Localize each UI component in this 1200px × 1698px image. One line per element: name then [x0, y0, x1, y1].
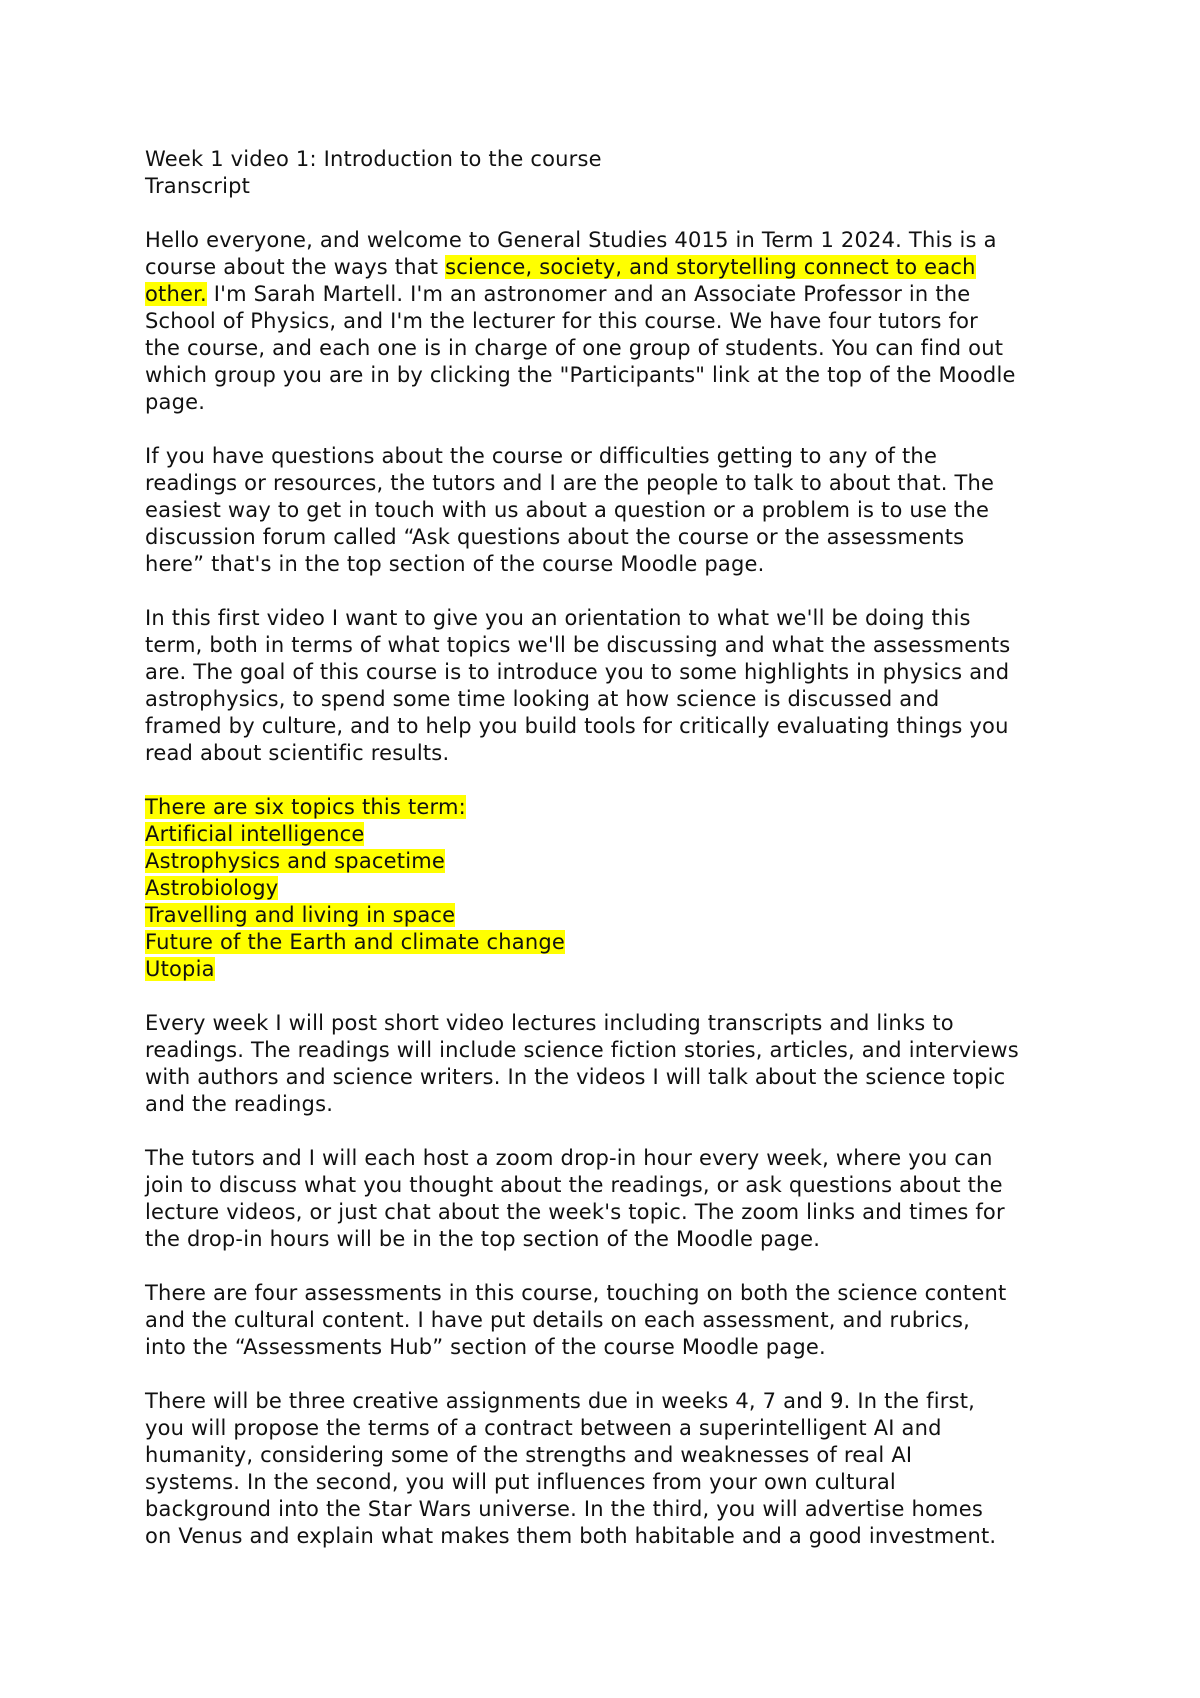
- paragraph-gap: [145, 767, 1085, 794]
- paragraph-creative-assignments: [145, 1388, 1085, 1550]
- topic-item: [145, 821, 1085, 848]
- text-line: the course, and each one is in charge of one group of students. You can find out: [145, 336, 1004, 360]
- text-line: you will propose the terms of a contract between a superintelligent AI and: [145, 1416, 942, 1440]
- text-line: There will be three creative assignments due in weeks 4, 7 and 9. In the first,: [145, 1389, 976, 1413]
- text-segment: I'm Sarah Martell. I'm an astronomer and an Associate Professor in the: [206, 282, 971, 306]
- text-line: School of Physics, and I'm the lecturer for this course. We have four tutors for: [145, 309, 979, 333]
- highlighted-text: Utopia: [145, 957, 215, 981]
- text-line: astrophysics, to spend some time looking at how science is discussed and: [145, 687, 940, 711]
- highlighted-text: Future of the Earth and climate change: [145, 930, 566, 954]
- paragraph-assessments: [145, 1280, 1085, 1361]
- text-line: the drop-in hours will be in the top section of the Moodle page.: [145, 1227, 821, 1251]
- paragraph-gap: [145, 1361, 1085, 1388]
- paragraph-gap: [145, 200, 1085, 227]
- paragraph-questions: [145, 443, 1085, 578]
- topic-item: [145, 929, 1085, 956]
- text-line: join to discuss what you thought about the readings, or ask questions about the: [145, 1173, 1003, 1197]
- text-line: [145, 281, 1085, 308]
- paragraph-gap: [145, 1253, 1085, 1280]
- text-line: with authors and science writers. In the videos I will talk about the science topic: [145, 1065, 1006, 1089]
- highlighted-text: There are six topics this term:: [145, 795, 466, 819]
- highlighted-text: Astrophysics and spacetime: [145, 849, 445, 873]
- paragraph-welcome: [145, 227, 1085, 416]
- topics-intro: [145, 794, 1085, 821]
- text-line: term, both in terms of what topics we'll be discussing and what the assessments: [145, 633, 1011, 657]
- text-line: Hello everyone, and welcome to General Studies 4015 in Term 1 2024. This is a: [145, 228, 997, 252]
- highlighted-text: other.: [145, 282, 207, 306]
- text-line: background into the Star Wars universe. In the third, you will advertise homes: [145, 1497, 983, 1521]
- paragraph-gap: [145, 578, 1085, 605]
- text-line: framed by culture, and to help you build tools for critically evaluating things you: [145, 714, 1009, 738]
- text-line: which group you are in by clicking the "Participants" link at the top of the Moodle: [145, 363, 1016, 387]
- text-line: easiest way to get in touch with us about a question or a problem is to use the: [145, 498, 990, 522]
- document-subtitle: Transcript: [145, 174, 251, 198]
- topics-list: [145, 794, 1085, 983]
- text-line: page.: [145, 390, 206, 414]
- highlighted-text: Astrobiology: [145, 876, 279, 900]
- text-line: here” that's in the top section of the course Moodle page.: [145, 552, 765, 576]
- text-line: readings. The readings will include science fiction stories, articles, and interviews: [145, 1038, 1019, 1062]
- highlighted-text: Travelling and living in space: [145, 903, 456, 927]
- paragraph-gap: [145, 416, 1085, 443]
- text-line: and the cultural content. I have put details on each assessment, and rubrics,: [145, 1308, 971, 1332]
- text-line: and the readings.: [145, 1092, 334, 1116]
- highlighted-text: science, society, and storytelling connect to each: [445, 255, 976, 279]
- text-line: into the “Assessments Hub” section of the course Moodle page.: [145, 1335, 826, 1359]
- highlighted-text: Artificial intelligence: [145, 822, 365, 846]
- text-line: Every week I will post short video lectures including transcripts and links to: [145, 1011, 954, 1035]
- paragraph-gap: [145, 1118, 1085, 1145]
- topic-item: [145, 875, 1085, 902]
- text-line: lecture videos, or just chat about the week's topic. The zoom links and times for: [145, 1200, 1005, 1224]
- paragraph-weekly-videos: [145, 1010, 1085, 1118]
- topic-item: [145, 848, 1085, 875]
- text-line: If you have questions about the course or difficulties getting to any of the: [145, 444, 938, 468]
- transcript-document: [145, 146, 1085, 1550]
- text-line: discussion forum called “Ask questions about the course or the assessments: [145, 525, 965, 549]
- text-line: systems. In the second, you will put influences from your own cultural: [145, 1470, 896, 1494]
- text-line: [145, 254, 1085, 281]
- topic-item: [145, 956, 1085, 983]
- text-line: readings or resources, the tutors and I are the people to talk to about that. The: [145, 471, 995, 495]
- paragraph-orientation: [145, 605, 1085, 767]
- text-line: on Venus and explain what makes them both habitable and a good investment.: [145, 1524, 997, 1548]
- text-line: In this first video I want to give you an orientation to what we'll be doing this: [145, 606, 971, 630]
- paragraph-drop-in-hours: [145, 1145, 1085, 1253]
- text-line: read about scientific results.: [145, 741, 450, 765]
- text-line: humanity, considering some of the strengths and weaknesses of real AI: [145, 1443, 913, 1467]
- text-line: The tutors and I will each host a zoom drop-in hour every week, where you can: [145, 1146, 993, 1170]
- document-title: Week 1 video 1: Introduction to the course: [145, 147, 602, 171]
- text-line: are. The goal of this course is to introduce you to some highlights in physics and: [145, 660, 1010, 684]
- text-segment: course about the ways that: [145, 255, 446, 279]
- text-line: There are four assessments in this course, touching on both the science content: [145, 1281, 1007, 1305]
- topic-item: [145, 902, 1085, 929]
- paragraph-gap: [145, 983, 1085, 1010]
